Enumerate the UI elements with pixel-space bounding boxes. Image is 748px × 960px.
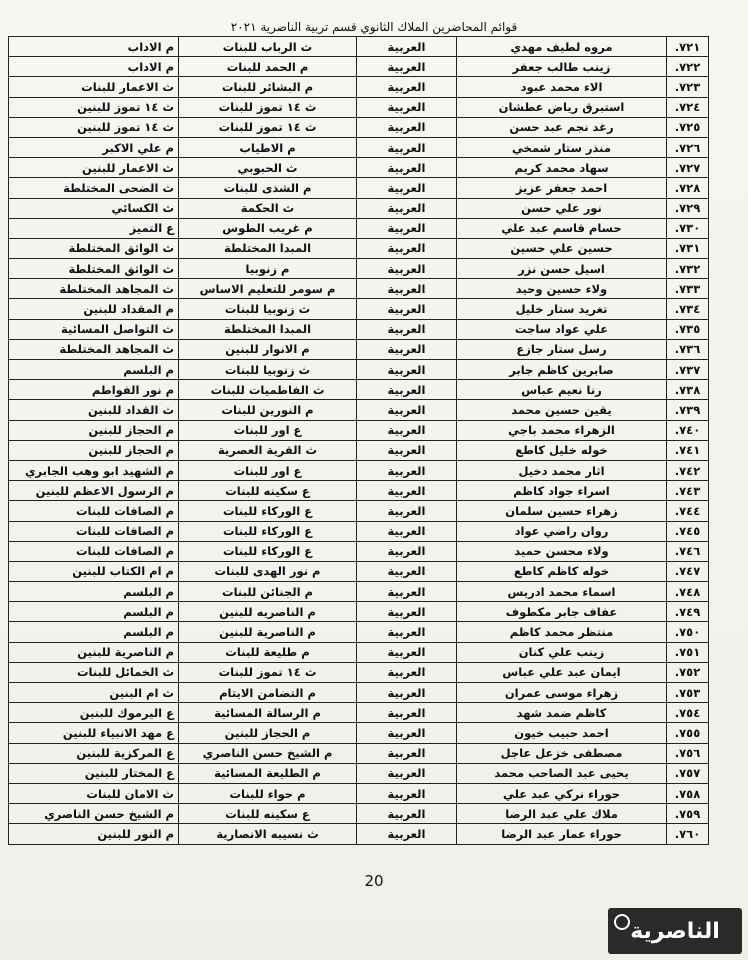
logo-text: الناصرية: [630, 918, 720, 944]
table-row: [9, 642, 709, 662]
subject-cell: العربية: [357, 521, 457, 541]
subject-cell: العربية: [357, 561, 457, 581]
row-number-cell: ٧٢٦.: [667, 137, 709, 157]
table-row: [9, 77, 709, 97]
subject-cell: العربية: [357, 238, 457, 258]
assigned-school-cell: ث المجاهد المختلطة: [9, 339, 179, 359]
assigned-school-cell: ث القداد للبنين: [9, 400, 179, 420]
row-number-cell: ٧٥٠.: [667, 622, 709, 642]
home-school-cell: م الحمد للبنات: [179, 57, 357, 77]
subject-cell: العربية: [357, 642, 457, 662]
home-school-cell: ث الفاطميات للبنات: [179, 380, 357, 400]
assigned-school-cell: ث التواصل المسائية: [9, 319, 179, 339]
lecturer-name-cell: حوراء عمار عبد الرضا: [457, 824, 667, 844]
row-number-cell: ٧٣٥.: [667, 319, 709, 339]
row-number-cell: ٧٢٢.: [667, 57, 709, 77]
home-school-cell: ث الحكمة: [179, 198, 357, 218]
row-number-cell: ٧٥٤.: [667, 703, 709, 723]
home-school-cell: ع اور للبنات: [179, 460, 357, 480]
subject-cell: العربية: [357, 339, 457, 359]
assigned-school-cell: ع اليرموك للبنين: [9, 703, 179, 723]
lecturer-name-cell: ولاء محسن حميد: [457, 541, 667, 561]
home-school-cell: م الحجاز للبنين: [179, 723, 357, 743]
subject-cell: العربية: [357, 683, 457, 703]
lecturer-name-cell: زهراء موسى عمران: [457, 683, 667, 703]
lecturer-name-cell: عفاف جابر مكطوف: [457, 602, 667, 622]
lecturer-name-cell: خوله خليل كاطع: [457, 440, 667, 460]
row-number-cell: ٧٥٩.: [667, 804, 709, 824]
lecturer-name-cell: روان راضي عواد: [457, 521, 667, 541]
subject-cell: العربية: [357, 602, 457, 622]
lecturer-name-cell: نور علي حسن: [457, 198, 667, 218]
row-number-cell: ٧٤٧.: [667, 561, 709, 581]
assigned-school-cell: ع التميز: [9, 218, 179, 238]
table-row: [9, 218, 709, 238]
table-row: [9, 703, 709, 723]
table-row: [9, 400, 709, 420]
home-school-cell: ع الوركاء للبنات: [179, 541, 357, 561]
home-school-cell: ث ١٤ تموز للبنات: [179, 117, 357, 137]
row-number-cell: ٧٥٨.: [667, 783, 709, 803]
lecturer-name-cell: يحيى عبد الصاحب محمد: [457, 763, 667, 783]
assigned-school-cell: ث المجاهد المختلطة: [9, 279, 179, 299]
table-row: [9, 582, 709, 602]
assigned-school-cell: م البلسم: [9, 360, 179, 380]
home-school-cell: م نور الهدى للبنات: [179, 561, 357, 581]
lecturer-name-cell: منذر ستار شمخي: [457, 137, 667, 157]
assigned-school-cell: م النور للبنين: [9, 824, 179, 844]
home-school-cell: ع اور للبنات: [179, 420, 357, 440]
assigned-school-cell: م علي الاكبر: [9, 137, 179, 157]
subject-cell: العربية: [357, 824, 457, 844]
row-number-cell: ٧٥٣.: [667, 683, 709, 703]
assigned-school-cell: م البلسم: [9, 622, 179, 642]
table-row: [9, 37, 709, 57]
lecturer-name-cell: رسل ستار جازع: [457, 339, 667, 359]
subject-cell: العربية: [357, 178, 457, 198]
subject-cell: العربية: [357, 299, 457, 319]
subject-cell: العربية: [357, 440, 457, 460]
home-school-cell: ث ١٤ تموز للبنات: [179, 662, 357, 682]
row-number-cell: ٧٤٨.: [667, 582, 709, 602]
lecturer-name-cell: اسراء جواد كاظم: [457, 481, 667, 501]
home-school-cell: ث الرباب للبنات: [179, 37, 357, 57]
table-row: [9, 622, 709, 642]
home-school-cell: م الطليعة المسائية: [179, 763, 357, 783]
lecturer-name-cell: حوراء نركي عبد علي: [457, 783, 667, 803]
home-school-cell: ع سكينه للبنات: [179, 804, 357, 824]
subject-cell: العربية: [357, 723, 457, 743]
home-school-cell: ث الحبوبي: [179, 158, 357, 178]
lecturer-name-cell: ملاك علي عبد الرضا: [457, 804, 667, 824]
subject-cell: العربية: [357, 743, 457, 763]
assigned-school-cell: ث الكسائي: [9, 198, 179, 218]
table-row: [9, 824, 709, 844]
table-row: [9, 501, 709, 521]
subject-cell: العربية: [357, 380, 457, 400]
table-row: [9, 158, 709, 178]
home-school-cell: المبدا المختلطة: [179, 319, 357, 339]
table-row: [9, 602, 709, 622]
assigned-school-cell: م نور الفواطم: [9, 380, 179, 400]
assigned-school-cell: ث ام البنين: [9, 683, 179, 703]
row-number-cell: ٧٣٢.: [667, 259, 709, 279]
row-number-cell: ٧٤٥.: [667, 521, 709, 541]
table-row: [9, 763, 709, 783]
subject-cell: العربية: [357, 481, 457, 501]
assigned-school-cell: ث الضحى المختلطة: [9, 178, 179, 198]
home-school-cell: ع الوركاء للبنات: [179, 501, 357, 521]
assigned-school-cell: م الناصرية للبنين: [9, 642, 179, 662]
page-number: 20: [364, 872, 384, 890]
row-number-cell: ٧٣١.: [667, 238, 709, 258]
subject-cell: العربية: [357, 319, 457, 339]
row-number-cell: ٧٣٣.: [667, 279, 709, 299]
assigned-school-cell: م الصافات للبنات: [9, 521, 179, 541]
assigned-school-cell: م الحجاز للبنين: [9, 440, 179, 460]
home-school-cell: م حواء للبنات: [179, 783, 357, 803]
logo-icon: [614, 914, 630, 930]
row-number-cell: ٧٢٤.: [667, 97, 709, 117]
row-number-cell: ٧٤٩.: [667, 602, 709, 622]
home-school-cell: ع سكينه للبنات: [179, 481, 357, 501]
assigned-school-cell: م الشيخ حسن الناصري: [9, 804, 179, 824]
lecturer-name-cell: اثار محمد دخيل: [457, 460, 667, 480]
home-school-cell: م غريب الطوس: [179, 218, 357, 238]
lecturer-name-cell: الزهراء محمد باجي: [457, 420, 667, 440]
home-school-cell: م الناصرية للبنين: [179, 622, 357, 642]
subject-cell: العربية: [357, 57, 457, 77]
assigned-school-cell: م الاداب: [9, 57, 179, 77]
home-school-cell: م الشذى للبنات: [179, 178, 357, 198]
lecturer-name-cell: الاء محمد عبود: [457, 77, 667, 97]
table-row: [9, 360, 709, 380]
assigned-school-cell: م البلسم: [9, 582, 179, 602]
lecturer-name-cell: تغريد ستار خليل: [457, 299, 667, 319]
table-row: [9, 783, 709, 803]
row-number-cell: ٧٤٤.: [667, 501, 709, 521]
table-body: [9, 37, 709, 845]
row-number-cell: ٧٥٥.: [667, 723, 709, 743]
table-row: [9, 541, 709, 561]
home-school-cell: م الاطياب: [179, 137, 357, 157]
lecturer-name-cell: مصطفى خزعل عاجل: [457, 743, 667, 763]
assigned-school-cell: م البلسم: [9, 602, 179, 622]
lecturer-name-cell: ايمان عبد علي عباس: [457, 662, 667, 682]
table-row: [9, 339, 709, 359]
subject-cell: العربية: [357, 360, 457, 380]
row-number-cell: ٧٣٦.: [667, 339, 709, 359]
lecturer-name-cell: اسماء محمد ادريس: [457, 582, 667, 602]
home-school-cell: م الناصريه للبنين: [179, 602, 357, 622]
lecturer-name-cell: احمد حبيب خيون: [457, 723, 667, 743]
table-row: [9, 460, 709, 480]
lecturer-name-cell: رغد نجم عبد حسن: [457, 117, 667, 137]
lecturer-name-cell: رنا نعيم عباس: [457, 380, 667, 400]
table-row: [9, 420, 709, 440]
subject-cell: العربية: [357, 117, 457, 137]
lecturer-name-cell: زهراء حسين سلمان: [457, 501, 667, 521]
table-row: [9, 319, 709, 339]
home-school-cell: م الرسالة المسائية: [179, 703, 357, 723]
assigned-school-cell: ث الاعمار للبنين: [9, 158, 179, 178]
table-row: [9, 259, 709, 279]
lecturer-name-cell: سهاد محمد كريم: [457, 158, 667, 178]
assigned-school-cell: م الشهيد ابو وهب الجابري: [9, 460, 179, 480]
assigned-school-cell: ث الواثق المختلطة: [9, 238, 179, 258]
home-school-cell: م النورين للبنات: [179, 400, 357, 420]
home-school-cell: ث ١٤ تموز للبنات: [179, 97, 357, 117]
lecturer-name-cell: علي عواد ساجت: [457, 319, 667, 339]
row-number-cell: ٧٦٠.: [667, 824, 709, 844]
lecturer-name-cell: صابرين كاظم جابر: [457, 360, 667, 380]
assigned-school-cell: م الحجاز للبنين: [9, 420, 179, 440]
assigned-school-cell: ث الواثق المختلطة: [9, 259, 179, 279]
row-number-cell: ٧٢٥.: [667, 117, 709, 137]
table-row: [9, 521, 709, 541]
lecturer-name-cell: زينب علي كنان: [457, 642, 667, 662]
lecturer-name-cell: اسيل حسن نزر: [457, 259, 667, 279]
home-school-cell: المبدا المختلطة: [179, 238, 357, 258]
home-school-cell: ع الوركاء للبنات: [179, 521, 357, 541]
subject-cell: العربية: [357, 400, 457, 420]
subject-cell: العربية: [357, 77, 457, 97]
assigned-school-cell: ث الاعمار للبنات: [9, 77, 179, 97]
row-number-cell: ٧٤٢.: [667, 460, 709, 480]
assigned-school-cell: ع المركزية للبنين: [9, 743, 179, 763]
home-school-cell: ث نسيبه الانصارية: [179, 824, 357, 844]
row-number-cell: ٧٣٤.: [667, 299, 709, 319]
subject-cell: العربية: [357, 582, 457, 602]
subject-cell: العربية: [357, 259, 457, 279]
subject-cell: العربية: [357, 158, 457, 178]
subject-cell: العربية: [357, 501, 457, 521]
subject-cell: العربية: [357, 279, 457, 299]
table-row: [9, 57, 709, 77]
assigned-school-cell: ث ١٤ تموز للبنين: [9, 117, 179, 137]
subject-cell: العربية: [357, 218, 457, 238]
row-number-cell: ٧٣٠.: [667, 218, 709, 238]
row-number-cell: ٧٢٧.: [667, 158, 709, 178]
lecturer-name-cell: استبرق رياض عطشان: [457, 97, 667, 117]
subject-cell: العربية: [357, 420, 457, 440]
row-number-cell: ٧٤٣.: [667, 481, 709, 501]
lecturers-table: [8, 36, 709, 845]
table-row: [9, 299, 709, 319]
row-number-cell: ٧٥٧.: [667, 763, 709, 783]
home-school-cell: م طليعة للبنات: [179, 642, 357, 662]
home-school-cell: م الشيخ حسن الناصري: [179, 743, 357, 763]
row-number-cell: ٧٢١.: [667, 37, 709, 57]
table-row: [9, 198, 709, 218]
row-number-cell: ٧٣٨.: [667, 380, 709, 400]
table-row: [9, 481, 709, 501]
lecturer-name-cell: ولاء حسين وحيد: [457, 279, 667, 299]
assigned-school-cell: ث الامان للبنات: [9, 783, 179, 803]
assigned-school-cell: ع المختار للبنين: [9, 763, 179, 783]
lecturer-name-cell: زينب طالب جعفر: [457, 57, 667, 77]
assigned-school-cell: م الاداب: [9, 37, 179, 57]
row-number-cell: ٧٣٩.: [667, 400, 709, 420]
table-row: [9, 683, 709, 703]
lecturer-name-cell: حسام قاسم عبد علي: [457, 218, 667, 238]
row-number-cell: ٧٤٦.: [667, 541, 709, 561]
lecturer-name-cell: احمد جعفر عزيز: [457, 178, 667, 198]
home-school-cell: م الانوار للبنين: [179, 339, 357, 359]
table-row: [9, 561, 709, 581]
table-row: [9, 380, 709, 400]
row-number-cell: ٧٤١.: [667, 440, 709, 460]
lecturer-name-cell: يقين حسين محمد: [457, 400, 667, 420]
site-logo: [608, 908, 742, 954]
home-school-cell: ث القرية العصرية: [179, 440, 357, 460]
table-row: [9, 238, 709, 258]
home-school-cell: م البشائر للبنات: [179, 77, 357, 97]
assigned-school-cell: م ام الكتاب للبنين: [9, 561, 179, 581]
home-school-cell: ث زنوبيا للبنات: [179, 360, 357, 380]
table-row: [9, 117, 709, 137]
lecturer-name-cell: مروه لطيف مهدي: [457, 37, 667, 57]
lecturer-name-cell: كاظم ضمد شهد: [457, 703, 667, 723]
subject-cell: العربية: [357, 662, 457, 682]
document-title: قوائم المحاضرين الملاك الثانوي قسم تربية الناصرية ٢٠٢١: [230, 20, 518, 34]
home-school-cell: ث زنوبيا للبنات: [179, 299, 357, 319]
lecturer-name-cell: خوله كاظم كاطع: [457, 561, 667, 581]
assigned-school-cell: م المقداد للبنين: [9, 299, 179, 319]
subject-cell: العربية: [357, 97, 457, 117]
row-number-cell: ٧٥٢.: [667, 662, 709, 682]
row-number-cell: ٧٢٣.: [667, 77, 709, 97]
table-row: [9, 97, 709, 117]
assigned-school-cell: م الصافات للبنات: [9, 541, 179, 561]
home-school-cell: م سومر للتعليم الاساس: [179, 279, 357, 299]
row-number-cell: ٧٣٧.: [667, 360, 709, 380]
lecturer-name-cell: حسين علي حسين: [457, 238, 667, 258]
subject-cell: العربية: [357, 460, 457, 480]
table-row: [9, 279, 709, 299]
table-row: [9, 178, 709, 198]
row-number-cell: ٧٥١.: [667, 642, 709, 662]
home-school-cell: م زنوبيا: [179, 259, 357, 279]
assigned-school-cell: م الرسول الاعظم للبنين: [9, 481, 179, 501]
subject-cell: العربية: [357, 37, 457, 57]
home-school-cell: م التضامن الايتام: [179, 683, 357, 703]
assigned-school-cell: ث ١٤ تموز للبنين: [9, 97, 179, 117]
subject-cell: العربية: [357, 804, 457, 824]
subject-cell: العربية: [357, 763, 457, 783]
table-row: [9, 743, 709, 763]
row-number-cell: ٧٢٩.: [667, 198, 709, 218]
row-number-cell: ٧٤٠.: [667, 420, 709, 440]
subject-cell: العربية: [357, 783, 457, 803]
assigned-school-cell: ث الخمائل للبنات: [9, 662, 179, 682]
subject-cell: العربية: [357, 541, 457, 561]
table-row: [9, 440, 709, 460]
assigned-school-cell: ع مهد الانبياء للبنين: [9, 723, 179, 743]
row-number-cell: ٧٢٨.: [667, 178, 709, 198]
table-row: [9, 723, 709, 743]
table-row: [9, 804, 709, 824]
home-school-cell: م الجنائن للبنات: [179, 582, 357, 602]
table-row: [9, 137, 709, 157]
table-row: [9, 662, 709, 682]
row-number-cell: ٧٥٦.: [667, 743, 709, 763]
subject-cell: العربية: [357, 703, 457, 723]
assigned-school-cell: م الصافات للبنات: [9, 501, 179, 521]
lecturer-name-cell: منتظر محمد كاظم: [457, 622, 667, 642]
subject-cell: العربية: [357, 622, 457, 642]
subject-cell: العربية: [357, 137, 457, 157]
subject-cell: العربية: [357, 198, 457, 218]
